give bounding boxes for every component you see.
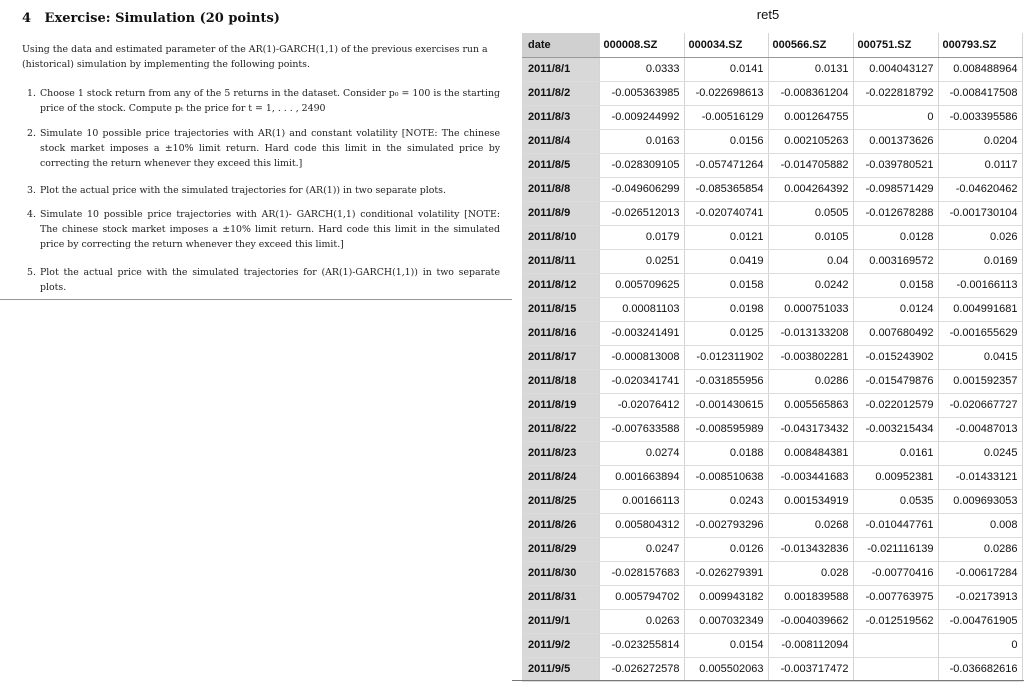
return-cell[interactable]: -0.002793296 — [684, 513, 768, 537]
exercise-intro: Using the data and estimated parameter of the AR(1)-GARCH(1,1) of the previous exercises run a (historical) simulation by implementing the following points. — [22, 44, 488, 70]
exercise-item — [22, 207, 500, 252]
exercise-number: 4 — [22, 11, 32, 26]
return-cell[interactable]: 0.001592357 — [938, 369, 1022, 393]
return-cell[interactable]: 0.005502063 — [684, 657, 768, 681]
exercise-title: Exercise: Simulation (20 points) — [44, 11, 280, 26]
exercise-item — [22, 265, 500, 295]
return-cell[interactable]: 0.0333 — [599, 57, 684, 81]
return-cell[interactable]: -0.001730104 — [938, 201, 1022, 225]
return-cell[interactable]: 0.00952381 — [853, 465, 938, 489]
item-number: 2. — [27, 128, 36, 139]
table-row — [522, 249, 1022, 273]
return-cell[interactable]: -0.003215434 — [853, 417, 938, 441]
return-cell[interactable]: -0.021116139 — [853, 537, 938, 561]
return-cell[interactable]: 0.005804312 — [599, 513, 684, 537]
return-cell[interactable]: 0.007680492 — [853, 321, 938, 345]
table-body — [522, 57, 1022, 681]
return-cell[interactable]: -0.098571429 — [853, 177, 938, 201]
return-cell[interactable]: -0.010447761 — [853, 513, 938, 537]
return-cell[interactable]: -0.022698613 — [684, 81, 768, 105]
table-row — [522, 321, 1022, 345]
return-cell[interactable] — [853, 657, 938, 681]
return-cell[interactable]: 0.0128 — [853, 225, 938, 249]
column-header[interactable]: 000566.SZ — [768, 33, 853, 57]
row-date-cell[interactable]: 2011/8/31 — [522, 585, 599, 609]
return-cell[interactable]: 0.0419 — [684, 249, 768, 273]
return-cell[interactable]: -0.008112094 — [768, 633, 853, 657]
row-date-cell[interactable]: 2011/8/15 — [522, 297, 599, 321]
return-cell[interactable]: -0.003241491 — [599, 321, 684, 345]
return-cell[interactable]: -0.004761905 — [938, 609, 1022, 633]
return-cell[interactable]: 0.0268 — [768, 513, 853, 537]
return-cell[interactable]: -0.003441683 — [768, 465, 853, 489]
return-cell[interactable]: 0.0505 — [768, 201, 853, 225]
return-cell[interactable]: 0.007032349 — [684, 609, 768, 633]
return-cell[interactable]: 0.0286 — [768, 369, 853, 393]
return-cell[interactable]: 0.005709625 — [599, 273, 684, 297]
return-cell[interactable]: -0.022818792 — [853, 81, 938, 105]
return-cell[interactable]: -0.028309105 — [599, 153, 684, 177]
return-cell[interactable]: 0 — [938, 633, 1022, 657]
return-cell[interactable]: 0.009943182 — [684, 585, 768, 609]
return-cell[interactable]: 0.0243 — [684, 489, 768, 513]
table-row — [522, 537, 1022, 561]
return-cell[interactable]: 0.0154 — [684, 633, 768, 657]
row-date-cell[interactable]: 2011/8/11 — [522, 249, 599, 273]
return-cell[interactable]: -0.020667727 — [938, 393, 1022, 417]
row-date-cell[interactable]: 2011/8/25 — [522, 489, 599, 513]
return-cell[interactable]: 0.0535 — [853, 489, 938, 513]
return-cell[interactable]: 0.04 — [768, 249, 853, 273]
return-cell[interactable]: 0 — [853, 105, 938, 129]
return-cell[interactable]: -0.008595989 — [684, 417, 768, 441]
row-date-cell[interactable]: 2011/8/16 — [522, 321, 599, 345]
return-cell[interactable]: 0.0158 — [684, 273, 768, 297]
return-cell[interactable]: 0.000751033 — [768, 297, 853, 321]
return-cell[interactable]: 0.004264392 — [768, 177, 853, 201]
return-cell[interactable]: -0.009244992 — [599, 105, 684, 129]
return-cell[interactable]: -0.005363985 — [599, 81, 684, 105]
return-cell[interactable]: 0.0188 — [684, 441, 768, 465]
table-row — [522, 609, 1022, 633]
table-row — [522, 225, 1022, 249]
return-cell[interactable]: 0.028 — [768, 561, 853, 585]
return-cell[interactable]: -0.02173913 — [938, 585, 1022, 609]
sheet-title: ret5 — [756, 7, 780, 22]
return-cell[interactable]: 0.0125 — [684, 321, 768, 345]
return-cell[interactable]: 0.0161 — [853, 441, 938, 465]
table-row — [522, 513, 1022, 537]
return-cell[interactable]: -0.003395586 — [938, 105, 1022, 129]
row-date-cell[interactable]: 2011/8/8 — [522, 177, 599, 201]
return-cell[interactable]: -0.00516129 — [684, 105, 768, 129]
row-date-cell[interactable]: 2011/8/12 — [522, 273, 599, 297]
return-cell[interactable]: -0.000813008 — [599, 345, 684, 369]
table-row — [522, 129, 1022, 153]
return-cell[interactable]: -0.012678288 — [853, 201, 938, 225]
row-date-cell[interactable]: 2011/8/9 — [522, 201, 599, 225]
return-cell[interactable]: 0.008 — [938, 513, 1022, 537]
return-cell[interactable]: -0.026272578 — [599, 657, 684, 681]
return-cell[interactable]: -0.003717472 — [768, 657, 853, 681]
return-cell[interactable]: 0.0105 — [768, 225, 853, 249]
table-row — [522, 489, 1022, 513]
return-cell[interactable]: 0.005565863 — [768, 393, 853, 417]
item-number: 1. — [27, 88, 36, 99]
sheet-bottom-border — [512, 680, 1024, 681]
table-row — [522, 441, 1022, 465]
return-cell[interactable]: -0.043173432 — [768, 417, 853, 441]
return-cell[interactable]: -0.031855956 — [684, 369, 768, 393]
return-cell[interactable]: -0.02076412 — [599, 393, 684, 417]
return-cell[interactable]: -0.012311902 — [684, 345, 768, 369]
item-text: Plot the actual price with the simulated trajectories for (AR(1)) in two separate plots. — [40, 185, 446, 196]
return-cell[interactable]: -0.00487013 — [938, 417, 1022, 441]
return-cell[interactable]: -0.049606299 — [599, 177, 684, 201]
return-cell[interactable]: -0.020341741 — [599, 369, 684, 393]
return-cell[interactable]: 0.0163 — [599, 129, 684, 153]
return-cell[interactable]: 0.0141 — [684, 57, 768, 81]
row-date-cell[interactable]: 2011/8/2 — [522, 81, 599, 105]
column-header[interactable]: 000034.SZ — [684, 33, 768, 57]
return-cell[interactable]: -0.028157683 — [599, 561, 684, 585]
return-cell[interactable]: -0.00617284 — [938, 561, 1022, 585]
return-cell[interactable]: -0.004039662 — [768, 609, 853, 633]
return-cell[interactable]: 0.002105263 — [768, 129, 853, 153]
exercise-item — [22, 183, 500, 198]
return-cell[interactable]: -0.013432836 — [768, 537, 853, 561]
return-cell[interactable]: 0.0247 — [599, 537, 684, 561]
row-date-cell[interactable]: 2011/8/29 — [522, 537, 599, 561]
row-date-cell[interactable]: 2011/8/23 — [522, 441, 599, 465]
return-cell[interactable]: 0.0156 — [684, 129, 768, 153]
return-cell[interactable]: -0.008361204 — [768, 81, 853, 105]
table-row — [522, 657, 1022, 681]
column-header[interactable]: 000751.SZ — [853, 33, 938, 57]
return-cell[interactable]: 0.0124 — [853, 297, 938, 321]
return-cell[interactable]: -0.00166113 — [938, 273, 1022, 297]
return-cell[interactable]: -0.013133208 — [768, 321, 853, 345]
return-cell[interactable]: 0.0263 — [599, 609, 684, 633]
row-date-cell[interactable]: 2011/8/30 — [522, 561, 599, 585]
row-date-cell[interactable]: 2011/8/18 — [522, 369, 599, 393]
header-row — [522, 33, 1022, 57]
spreadsheet-panel — [512, 0, 1024, 682]
return-cell[interactable]: 0.0274 — [599, 441, 684, 465]
item-text: Simulate 10 possible price trajectories with AR(1) and constant volatility [NOTE: The chinese stock market imposes a ±10% limit return. Hard code this limit in the simulated price by correcting the return whenever they exceed this limit.] — [40, 128, 500, 169]
return-cell[interactable]: 0.003169572 — [853, 249, 938, 273]
return-cell[interactable]: -0.04620462 — [938, 177, 1022, 201]
table-row — [522, 297, 1022, 321]
exercise-item — [22, 86, 500, 116]
return-cell[interactable] — [853, 633, 938, 657]
return-cell[interactable]: 0.001839588 — [768, 585, 853, 609]
return-cell[interactable]: 0.0169 — [938, 249, 1022, 273]
row-date-cell[interactable]: 2011/8/10 — [522, 225, 599, 249]
column-header[interactable]: 000793.SZ — [938, 33, 1022, 57]
return-cell[interactable]: 0.0179 — [599, 225, 684, 249]
return-cell[interactable]: 0.0126 — [684, 537, 768, 561]
return-cell[interactable]: 0.0415 — [938, 345, 1022, 369]
table-row — [522, 345, 1022, 369]
table-row — [522, 393, 1022, 417]
return-cell[interactable]: -0.022012579 — [853, 393, 938, 417]
return-cell[interactable]: 0.001264755 — [768, 105, 853, 129]
return-cell[interactable]: 0.0242 — [768, 273, 853, 297]
row-date-cell[interactable]: 2011/8/4 — [522, 129, 599, 153]
exercise-panel — [0, 0, 512, 300]
return-cell[interactable]: -0.001655629 — [938, 321, 1022, 345]
section-divider — [0, 299, 512, 300]
return-cell[interactable]: -0.00770416 — [853, 561, 938, 585]
table-row — [522, 105, 1022, 129]
item-text: Choose 1 stock return from any of the 5 returns in the dataset. Consider p₀ = 100 is the starting price of the stock. Compute pₜ the price for t = 1, . . . , 2490 — [40, 88, 500, 114]
return-cell[interactable]: 0.004991681 — [938, 297, 1022, 321]
returns-table — [522, 33, 1023, 682]
return-cell[interactable]: 0.0158 — [853, 273, 938, 297]
table-row — [522, 201, 1022, 225]
row-date-cell[interactable]: 2011/9/5 — [522, 657, 599, 681]
table-row — [522, 417, 1022, 441]
return-cell[interactable]: 0.00081103 — [599, 297, 684, 321]
return-cell[interactable]: 0.0117 — [938, 153, 1022, 177]
return-cell[interactable]: 0.008484381 — [768, 441, 853, 465]
item-number: 3. — [27, 185, 36, 196]
column-header-date[interactable]: date — [522, 33, 599, 57]
return-cell[interactable]: -0.012519562 — [853, 609, 938, 633]
table-row — [522, 585, 1022, 609]
return-cell[interactable]: 0.0131 — [768, 57, 853, 81]
column-header[interactable]: 000008.SZ — [599, 33, 684, 57]
table-row — [522, 57, 1022, 81]
item-text: Plot the actual price with the simulated trajectories for (AR(1)-GARCH(1,1)) in two separate plots. — [40, 267, 500, 293]
return-cell[interactable]: -0.039780521 — [853, 153, 938, 177]
table-row — [522, 369, 1022, 393]
return-cell[interactable]: 0.001663894 — [599, 465, 684, 489]
return-cell[interactable]: 0.0251 — [599, 249, 684, 273]
return-cell[interactable]: -0.007633588 — [599, 417, 684, 441]
return-cell[interactable]: -0.014705882 — [768, 153, 853, 177]
exercise-heading — [22, 11, 280, 26]
return-cell[interactable]: -0.007763975 — [853, 585, 938, 609]
row-date-cell[interactable]: 2011/9/2 — [522, 633, 599, 657]
row-date-cell[interactable]: 2011/8/22 — [522, 417, 599, 441]
table-row — [522, 633, 1022, 657]
return-cell[interactable]: -0.008417508 — [938, 81, 1022, 105]
return-cell[interactable]: 0.0121 — [684, 225, 768, 249]
item-number: 5. — [27, 267, 36, 278]
return-cell[interactable]: -0.026279391 — [684, 561, 768, 585]
return-cell[interactable]: 0.026 — [938, 225, 1022, 249]
return-cell[interactable]: -0.008510638 — [684, 465, 768, 489]
row-date-cell[interactable]: 2011/8/24 — [522, 465, 599, 489]
table-row — [522, 273, 1022, 297]
return-cell[interactable]: -0.036682616 — [938, 657, 1022, 681]
table-row — [522, 153, 1022, 177]
return-cell[interactable]: 0.001373626 — [853, 129, 938, 153]
row-date-cell[interactable]: 2011/8/3 — [522, 105, 599, 129]
row-date-cell[interactable]: 2011/8/5 — [522, 153, 599, 177]
return-cell[interactable]: 0.0245 — [938, 441, 1022, 465]
return-cell[interactable]: 0.00166113 — [599, 489, 684, 513]
return-cell[interactable]: -0.003802281 — [768, 345, 853, 369]
return-cell[interactable]: -0.085365854 — [684, 177, 768, 201]
return-cell[interactable]: -0.01433121 — [938, 465, 1022, 489]
return-cell[interactable]: -0.020740741 — [684, 201, 768, 225]
return-cell[interactable]: 0.0198 — [684, 297, 768, 321]
item-text: Simulate 10 possible price trajectories with AR(1)- GARCH(1,1) conditional volatility [NOTE: The chinese stock market imposes a ±10% limit return. Hard code this limit in the simulated price by correcting the return whenever they exceed this limit.] — [40, 209, 500, 250]
table-row — [522, 177, 1022, 201]
table-row — [522, 465, 1022, 489]
item-number: 4. — [27, 209, 36, 220]
return-cell[interactable]: 0.0204 — [938, 129, 1022, 153]
return-cell[interactable]: -0.026512013 — [599, 201, 684, 225]
return-cell[interactable]: 0.008488964 — [938, 57, 1022, 81]
return-cell[interactable]: 0.004043127 — [853, 57, 938, 81]
return-cell[interactable]: -0.023255814 — [599, 633, 684, 657]
exercise-item — [22, 126, 500, 171]
return-cell[interactable]: 0.009693053 — [938, 489, 1022, 513]
return-cell[interactable]: -0.015479876 — [853, 369, 938, 393]
return-cell[interactable]: -0.001430615 — [684, 393, 768, 417]
return-cell[interactable]: -0.057471264 — [684, 153, 768, 177]
row-date-cell[interactable]: 2011/9/1 — [522, 609, 599, 633]
row-date-cell[interactable]: 2011/8/17 — [522, 345, 599, 369]
row-date-cell[interactable]: 2011/8/19 — [522, 393, 599, 417]
return-cell[interactable]: -0.015243902 — [853, 345, 938, 369]
row-date-cell[interactable]: 2011/8/26 — [522, 513, 599, 537]
return-cell[interactable]: 0.005794702 — [599, 585, 684, 609]
return-cell[interactable]: 0.001534919 — [768, 489, 853, 513]
table-row — [522, 561, 1022, 585]
table-row — [522, 81, 1022, 105]
return-cell[interactable]: 0.0286 — [938, 537, 1022, 561]
row-date-cell[interactable]: 2011/8/1 — [522, 57, 599, 81]
